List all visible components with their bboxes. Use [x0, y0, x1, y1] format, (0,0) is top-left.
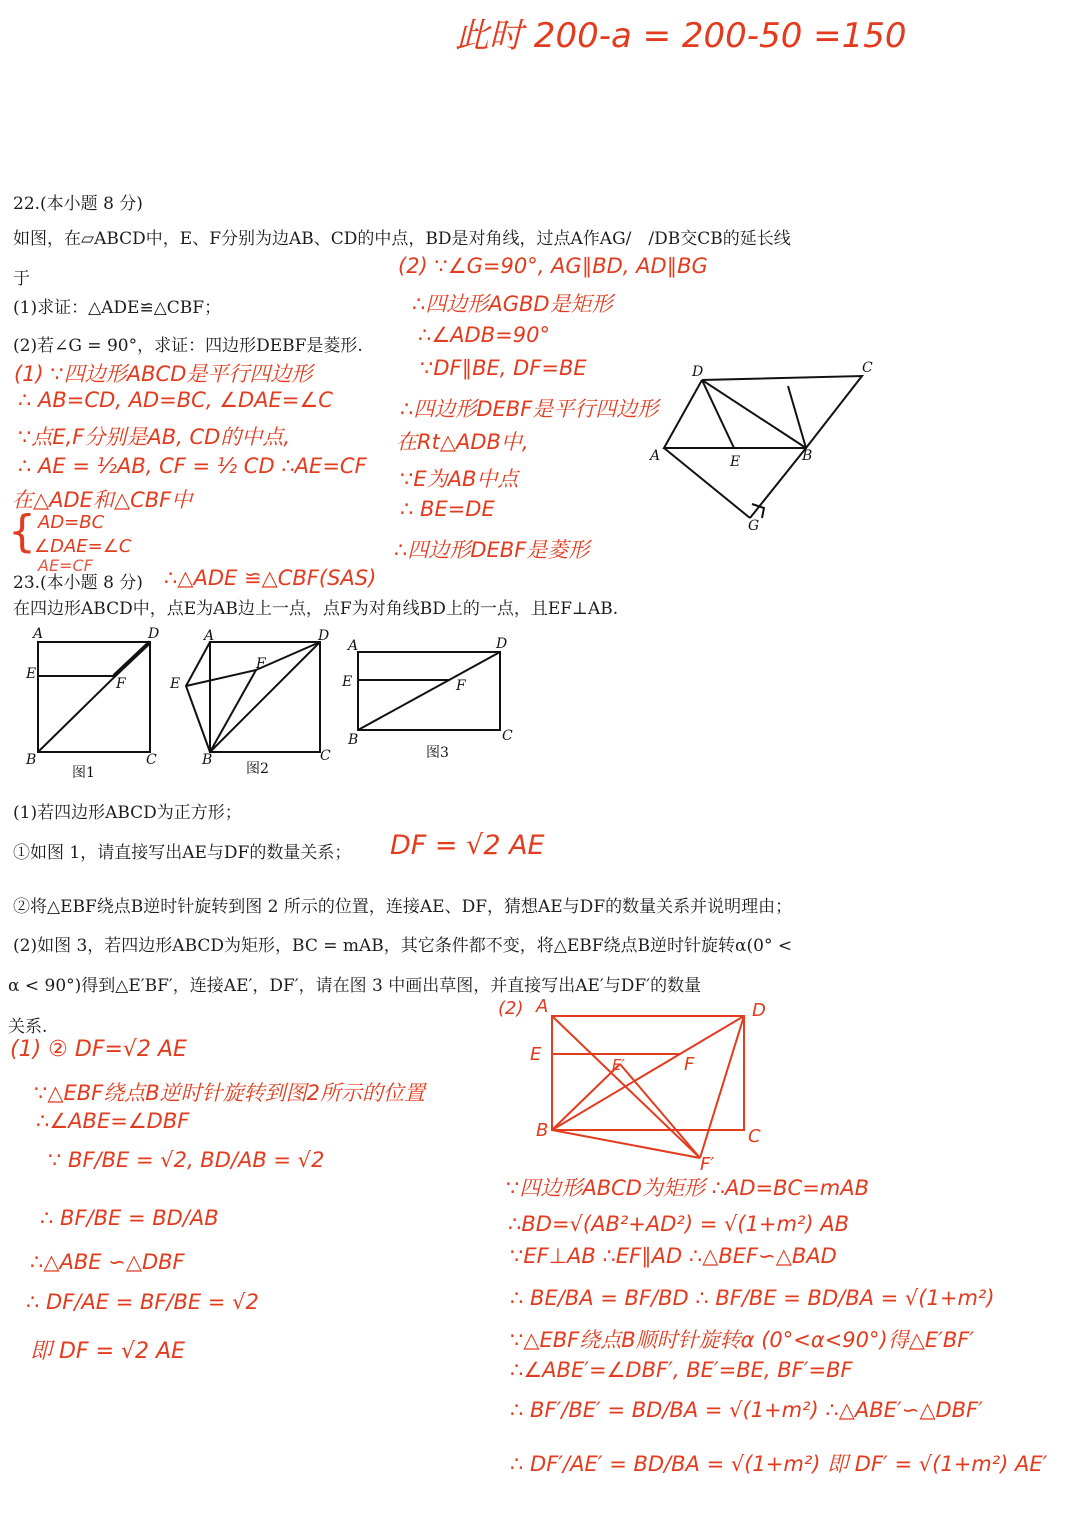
q23-answer-left-3: ∴∠ABE=∠DBF	[36, 1109, 190, 1133]
fig1-label-D: D	[148, 626, 160, 642]
q23-heading: 23.(本小题 8 分)	[13, 573, 143, 593]
sketch-label-E2: E′	[612, 1056, 625, 1074]
q23-part2-line2: α < 90°)得到△E′BF′，连接AE′，DF′，请在图 3 中画出草图，并直接写出AE′与DF′的数量	[8, 976, 702, 996]
fig1-label-E: E	[26, 666, 37, 682]
fig2-label-E: E	[170, 676, 181, 692]
fig2-label-F: F	[256, 656, 266, 672]
q23-sketch	[540, 1008, 760, 1178]
q22-answer-right-3: ∴∠ADB=90°	[418, 323, 550, 347]
q23-part2-line3: 关系.	[8, 1017, 48, 1037]
q22-answer-right-8: ∴ BE=DE	[400, 497, 495, 521]
q23-answer-right-2: ∴BD=√(AB²+AD²) = √(1+m²) AB	[508, 1212, 850, 1236]
sketch-label-F2: F′	[700, 1154, 715, 1175]
q22-answer-left-4: ∴ AE = ½AB, CF = ½ CD ∴AE=CF	[18, 454, 367, 478]
q22-answer-left-2: ∴ AB=CD, AD=BC, ∠DAE=∠C	[18, 388, 333, 412]
fig3-label-A: A	[348, 638, 359, 654]
fig2-label-B: B	[202, 752, 213, 768]
q23-answer-left-1: (1) ② DF=√2 AE	[10, 1037, 187, 1062]
q23-answer-right-8: ∴ DF′/AE′ = BD/BA = √(1+m²) 即 DF′ = √(1+m²) AE′	[510, 1452, 1048, 1476]
fig1-label-A: A	[33, 626, 44, 642]
sketch-label-B: B	[536, 1120, 549, 1141]
q22-answer-right-2: ∴四边形AGBD是矩形	[412, 292, 613, 316]
q23-answer-right-1: ∵四边形ABCD为矩形 ∴AD=BC=mAB	[506, 1176, 870, 1200]
q23-figure-2	[178, 636, 328, 756]
q22-brace: {	[8, 506, 36, 557]
sketch-label-F: F	[684, 1054, 695, 1075]
q22-figure	[640, 360, 880, 540]
q22-answer-right-4: ∵DF∥BE, DF=BE	[420, 356, 587, 380]
q23-answer-right-4: ∴ BE/BA = BF/BD ∴ BF/BE = BD/BA = √(1+m²)	[510, 1286, 995, 1310]
q22-stem-line1: 如图，在▱ABCD中，E、F分别为边AB、CD的中点，BD是对角线，过点A作AG/ /DB交CB的延长线	[13, 229, 791, 249]
q23-answer-right-7: ∴ BF′/BE′ = BD/BA = √(1+m²) ∴△ABE′∽△DBF′	[510, 1398, 983, 1422]
q22-answer-left-3: ∵点E,F分别是AB, CD的中点,	[18, 425, 291, 449]
q22-label-E: E	[730, 454, 741, 470]
q23-answer-left-4: ∵ BF/BE = √2, BD/AB = √2	[48, 1148, 325, 1172]
q23-answer-left-2: ∵△EBF绕点B逆时针旋转到图2所示的位置	[34, 1081, 426, 1105]
fig3-caption: 图3	[426, 745, 449, 761]
q22-label-B: B	[802, 448, 813, 464]
q23-answer-left-7: ∴ DF/AE = BF/BE = √2	[26, 1290, 259, 1314]
q22-answer-right-7: ∵E为AB中点	[400, 467, 519, 491]
q22-heading: 22.(本小题 8 分)	[13, 194, 143, 214]
q22-answer-right-6: 在Rt△ADB中,	[396, 430, 529, 454]
q22-answer-left-7: ∠DAE=∠C	[34, 536, 132, 557]
fig2-label-D: D	[318, 628, 330, 644]
fig1-label-C: C	[146, 752, 157, 768]
fig1-label-F: F	[116, 676, 126, 692]
q22-answer-right-5: ∴四边形DEBF是平行四边形	[400, 397, 659, 421]
q23-answer-left-6: ∴△ABE ∽△DBF	[30, 1250, 185, 1274]
fig2-label-C: C	[320, 748, 331, 764]
fig3-label-F: F	[456, 678, 466, 694]
q22-label-A: A	[650, 448, 661, 464]
q23-figure-1	[30, 636, 160, 756]
fig3-label-C: C	[502, 728, 513, 744]
fig2-caption: 图2	[246, 761, 269, 777]
q22-answer-right-1: (2) ∵∠G=90°, AG∥BD, AD∥BG	[398, 254, 708, 278]
q22-answer-right-9: ∴四边形DEBF是菱形	[394, 538, 590, 562]
q22-label-D: D	[692, 364, 704, 380]
q23-part1-i: ①如图 1，请直接写出AE与DF的数量关系；	[13, 843, 352, 863]
q23-answer-right-3: ∵EF⊥AB ∴EF∥AD ∴△BEF∽△BAD	[510, 1244, 837, 1268]
q22-stem-line2: 于	[13, 269, 30, 289]
q22-label-G: G	[748, 518, 760, 534]
q22-answer-left-6: AD=BC	[38, 512, 105, 533]
q22-part1: (1)求证：△ADE≌△CBF；	[13, 298, 222, 318]
sketch-label-E: E	[530, 1044, 542, 1065]
fig2-label-A: A	[204, 628, 215, 644]
q23-part1-ii: ②将△EBF绕点B逆时针旋转到图 2 所示的位置，连接AE、DF，猜想AE与DF的数量关系并说明理由；	[13, 897, 793, 917]
q23-answer-right-5: ∵△EBF绕点B顺时针旋转α (0°<α<90°)得△E′BF′	[510, 1328, 975, 1352]
q22-label-C: C	[862, 360, 873, 376]
sketch-part-label: (2)	[498, 998, 524, 1019]
q23-answer-right-6: ∴∠ABE′=∠DBF′, BE′=BE, BF′=BF	[510, 1358, 853, 1382]
q23-answer-left-5: ∴ BF/BE = BD/AB	[40, 1206, 219, 1230]
fig3-label-E: E	[342, 674, 353, 690]
fig3-label-B: B	[348, 732, 359, 748]
sketch-label-A: A	[536, 996, 549, 1017]
sketch-label-D: D	[752, 1000, 766, 1021]
sketch-label-C: C	[748, 1126, 761, 1147]
q23-answer-left-8: 即 DF = √2 AE	[30, 1339, 185, 1364]
q23-part2-line1: (2)如图 3，若四边形ABCD为矩形，BC = mAB，其它条件都不变，将△EBF绕点B逆时针旋转α(0° <	[13, 936, 793, 956]
q23-stem: 在四边形ABCD中，点E为AB边上一点，点F为对角线BD上的一点，且EF⊥AB.	[13, 599, 619, 619]
q22-answer-left-8: AE=CF	[38, 556, 93, 575]
q22-answer-left-1: (1) ∵四边形ABCD是平行四边形	[14, 362, 313, 386]
q22-answer-left-9: ∴△ADE ≌△CBF(SAS)	[164, 566, 377, 590]
fig1-label-B: B	[26, 752, 37, 768]
q23-part1-i-answer: DF = √2 AE	[390, 830, 545, 861]
q23-part1: (1)若四边形ABCD为正方形；	[13, 803, 242, 823]
top-handwritten-note: 此时 200-a = 200-50 =150	[455, 16, 907, 56]
q22-part2: (2)若∠G = 90°，求证：四边形DEBF是菱形.	[13, 336, 363, 356]
q23-figure-3	[352, 646, 512, 736]
fig1-caption: 图1	[72, 765, 95, 781]
q22-answer-left-5: 在△ADE和△CBF中	[12, 488, 193, 512]
fig3-label-D: D	[496, 636, 508, 652]
